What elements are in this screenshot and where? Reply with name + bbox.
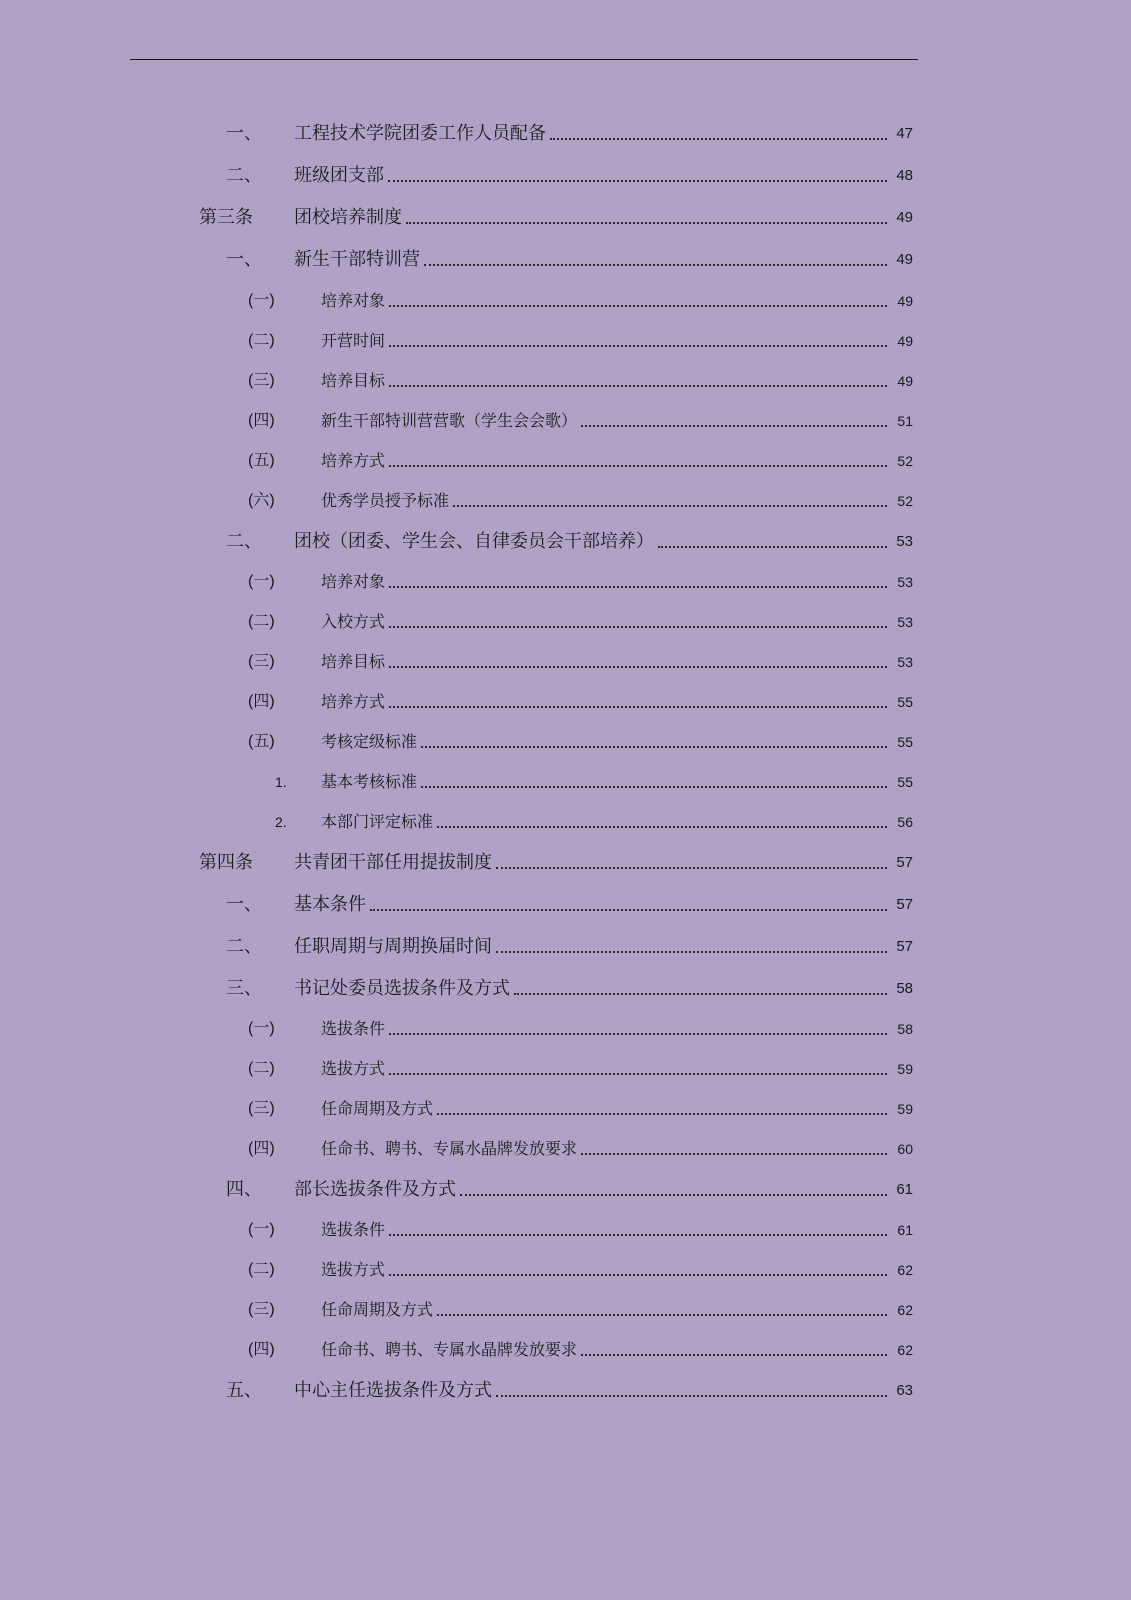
toc-entry-number: (一) xyxy=(248,1020,275,1037)
toc-entry-number: (四) xyxy=(248,412,275,429)
toc-entry-page: 59 xyxy=(897,1101,913,1117)
toc-entry-page: 57 xyxy=(896,938,913,955)
toc-entry-page: 63 xyxy=(896,1382,913,1399)
toc-entry-page: 57 xyxy=(896,854,913,871)
toc-entry[interactable] xyxy=(0,327,1131,355)
toc-entry[interactable] xyxy=(0,162,1131,190)
toc-entry[interactable] xyxy=(0,1055,1131,1083)
toc-entry-title: 团校培养制度 xyxy=(294,207,402,228)
toc-entry-page: 56 xyxy=(897,814,913,830)
toc-leader-dots xyxy=(421,746,887,748)
toc-leader-dots xyxy=(424,264,887,266)
toc-leader-dots xyxy=(581,1354,887,1356)
toc-entry-title: 基本考核标准 xyxy=(321,772,418,791)
toc-leader-dots xyxy=(550,138,887,140)
toc-entry-title: 优秀学员授予标准 xyxy=(321,491,450,510)
toc-entry-title: 考核定级标准 xyxy=(321,732,418,751)
toc-entry-title: 团校（团委、学生会、自律委员会干部培养） xyxy=(294,531,654,552)
toc-entry-number: (二) xyxy=(248,613,275,630)
toc-entry-number: 二、 xyxy=(226,531,262,552)
toc-entry[interactable] xyxy=(0,768,1131,796)
toc-entry-page: 61 xyxy=(897,1222,913,1238)
toc-leader-dots xyxy=(406,222,887,224)
toc-entry-title: 部长选拔条件及方式 xyxy=(294,1179,456,1200)
toc-entry-page: 60 xyxy=(897,1141,913,1157)
toc-entry-title: 基本条件 xyxy=(294,894,366,915)
toc-leader-dots xyxy=(421,786,887,788)
toc-entry[interactable] xyxy=(0,407,1131,435)
toc-leader-dots xyxy=(389,626,887,628)
toc-leader-dots xyxy=(658,546,887,548)
toc-entry[interactable] xyxy=(0,1336,1131,1364)
toc-entry-page: 58 xyxy=(897,1021,913,1037)
toc-entry[interactable] xyxy=(0,367,1131,395)
toc-entry-title: 入校方式 xyxy=(321,612,386,631)
toc-entry-page: 52 xyxy=(897,453,913,469)
toc-entry[interactable] xyxy=(0,688,1131,716)
toc-entry-number: 一、 xyxy=(226,249,262,270)
toc-entry-page: 51 xyxy=(897,413,913,429)
toc-entry-number: 2. xyxy=(275,814,287,830)
toc-entry[interactable] xyxy=(0,849,1131,877)
toc-entry-page: 49 xyxy=(897,333,913,349)
toc-entry[interactable] xyxy=(0,1015,1131,1043)
toc-entry-page: 49 xyxy=(897,293,913,309)
toc-entry-page: 52 xyxy=(897,493,913,509)
toc-entry[interactable] xyxy=(0,1256,1131,1284)
toc-entry-number: (三) xyxy=(248,372,275,389)
toc-entry-title: 书记处委员选拔条件及方式 xyxy=(294,978,510,999)
toc-entry-number: (二) xyxy=(248,1060,275,1077)
toc-entry[interactable] xyxy=(0,891,1131,919)
toc-entry-number: (三) xyxy=(248,1100,275,1117)
toc-entry-title: 培养方式 xyxy=(321,692,386,711)
toc-entry-title: 开营时间 xyxy=(321,331,386,350)
toc-entry-page: 62 xyxy=(897,1302,913,1318)
toc-entry-page: 49 xyxy=(896,251,913,268)
toc-entry-title: 选拔方式 xyxy=(321,1260,386,1279)
toc-leader-dots xyxy=(389,1234,887,1236)
toc-entry-number: (五) xyxy=(248,452,275,469)
toc-leader-dots xyxy=(389,1274,887,1276)
toc-entry[interactable] xyxy=(0,246,1131,274)
toc-entry-page: 55 xyxy=(897,774,913,790)
toc-entry[interactable] xyxy=(0,1216,1131,1244)
toc-leader-dots xyxy=(453,505,887,507)
toc-leader-dots xyxy=(388,180,887,182)
toc-entry-number: 一、 xyxy=(226,123,262,144)
toc-leader-dots xyxy=(389,1033,887,1035)
toc-entry[interactable] xyxy=(0,1176,1131,1204)
toc-leader-dots xyxy=(514,993,887,995)
toc-entry[interactable] xyxy=(0,447,1131,475)
toc-entry-number: 三、 xyxy=(226,978,262,999)
toc-entry-page: 53 xyxy=(896,533,913,550)
toc-entry[interactable] xyxy=(0,1135,1131,1163)
toc-entry-number: 一、 xyxy=(226,894,262,915)
toc-entry-number: 二、 xyxy=(226,165,262,186)
toc-entry-page: 57 xyxy=(896,896,913,913)
toc-entry-number: (四) xyxy=(248,1140,275,1157)
toc-entry-page: 55 xyxy=(897,694,913,710)
toc-entry-page: 48 xyxy=(896,167,913,184)
toc-entry-number: 二、 xyxy=(226,936,262,957)
toc-entry-title: 任命周期及方式 xyxy=(321,1099,434,1118)
toc-entry-number: 第三条 xyxy=(199,207,253,228)
toc-leader-dots xyxy=(389,706,887,708)
toc-entry[interactable] xyxy=(0,808,1131,836)
toc-entry-title: 选拔条件 xyxy=(321,1019,386,1038)
toc-entry-number: (二) xyxy=(248,1261,275,1278)
toc-entry-title: 新生干部特训营营歌（学生会会歌） xyxy=(321,411,578,430)
toc-entry[interactable] xyxy=(0,528,1131,556)
toc-entry-title: 任命书、聘书、专属水晶牌发放要求 xyxy=(321,1340,578,1359)
toc-entry-number: (五) xyxy=(248,733,275,750)
toc-entry-title: 选拔方式 xyxy=(321,1059,386,1078)
toc-entry-page: 53 xyxy=(897,614,913,630)
toc-entry[interactable] xyxy=(0,975,1131,1003)
toc-entry-title: 新生干部特训营 xyxy=(294,249,420,270)
toc-entry-title: 任命周期及方式 xyxy=(321,1300,434,1319)
toc-entry-number: (一) xyxy=(248,1221,275,1238)
toc-entry-title: 任命书、聘书、专属水晶牌发放要求 xyxy=(321,1139,578,1158)
toc-entry-title: 培养目标 xyxy=(321,652,386,671)
toc-entry-number: (二) xyxy=(248,332,275,349)
toc-leader-dots xyxy=(389,586,887,588)
toc-leader-dots xyxy=(389,385,887,387)
toc-entry-page: 49 xyxy=(896,209,913,226)
toc-leader-dots xyxy=(437,826,887,828)
toc-entry-number: 第四条 xyxy=(199,852,253,873)
toc-entry-title: 培养方式 xyxy=(321,451,386,470)
toc-entry-number: (四) xyxy=(248,1341,275,1358)
toc-entry[interactable] xyxy=(0,933,1131,961)
toc-leader-dots xyxy=(437,1113,887,1115)
toc-leader-dots xyxy=(389,305,887,307)
toc-entry-title: 本部门评定标准 xyxy=(321,812,434,831)
toc-entry[interactable] xyxy=(0,648,1131,676)
toc-leader-dots xyxy=(389,345,887,347)
toc-entry-page: 53 xyxy=(897,574,913,590)
toc-entry-page: 62 xyxy=(897,1342,913,1358)
toc-entry[interactable] xyxy=(0,1095,1131,1123)
toc-entry-number: (三) xyxy=(248,1301,275,1318)
toc-entry[interactable] xyxy=(0,568,1131,596)
toc-entry[interactable] xyxy=(0,1377,1131,1405)
toc-leader-dots xyxy=(496,1395,887,1397)
toc-entry-title: 共青团干部任用提拔制度 xyxy=(294,852,492,873)
toc-entry-number: (一) xyxy=(248,573,275,590)
toc-entry-title: 培养目标 xyxy=(321,371,386,390)
toc-leader-dots xyxy=(496,867,887,869)
toc-entry-number: 1. xyxy=(275,774,287,790)
toc-entry-page: 62 xyxy=(897,1262,913,1278)
toc-leader-dots xyxy=(581,425,887,427)
toc-entry-number: (六) xyxy=(248,492,275,509)
toc-leader-dots xyxy=(496,951,887,953)
toc-entry[interactable] xyxy=(0,487,1131,515)
toc-entry-page: 55 xyxy=(897,734,913,750)
toc-entry-number: (三) xyxy=(248,653,275,670)
toc-entry-title: 选拔条件 xyxy=(321,1220,386,1239)
toc-leader-dots xyxy=(370,909,887,911)
toc-entry-title: 培养对象 xyxy=(321,291,386,310)
toc-entry-page: 61 xyxy=(896,1181,913,1198)
toc-entry-title: 工程技术学院团委工作人员配备 xyxy=(294,123,546,144)
toc-entry-number: 四、 xyxy=(226,1179,262,1200)
toc-entry-number: (四) xyxy=(248,693,275,710)
toc-entry-number: (一) xyxy=(248,292,275,309)
toc-entry-title: 中心主任选拔条件及方式 xyxy=(294,1380,492,1401)
toc-leader-dots xyxy=(460,1194,887,1196)
toc-leader-dots xyxy=(389,666,887,668)
toc-entry[interactable] xyxy=(0,608,1131,636)
toc-entry[interactable] xyxy=(0,728,1131,756)
toc-entry[interactable] xyxy=(0,1296,1131,1324)
toc-entry-title: 任职周期与周期换届时间 xyxy=(294,936,492,957)
toc-entry-title: 培养对象 xyxy=(321,572,386,591)
toc-entry-page: 58 xyxy=(896,980,913,997)
toc-entry[interactable] xyxy=(0,287,1131,315)
toc-entry-page: 47 xyxy=(896,125,913,142)
toc-leader-dots xyxy=(389,465,887,467)
toc-leader-dots xyxy=(389,1073,887,1075)
toc-entry-title: 班级团支部 xyxy=(294,165,384,186)
toc-entry-page: 49 xyxy=(897,373,913,389)
toc-entry[interactable] xyxy=(0,120,1131,148)
toc-leader-dots xyxy=(581,1153,887,1155)
toc-entry[interactable] xyxy=(0,204,1131,232)
toc-leader-dots xyxy=(437,1314,887,1316)
toc-entry-page: 59 xyxy=(897,1061,913,1077)
toc-entry-number: 五、 xyxy=(226,1380,262,1401)
toc-entry-page: 53 xyxy=(897,654,913,670)
